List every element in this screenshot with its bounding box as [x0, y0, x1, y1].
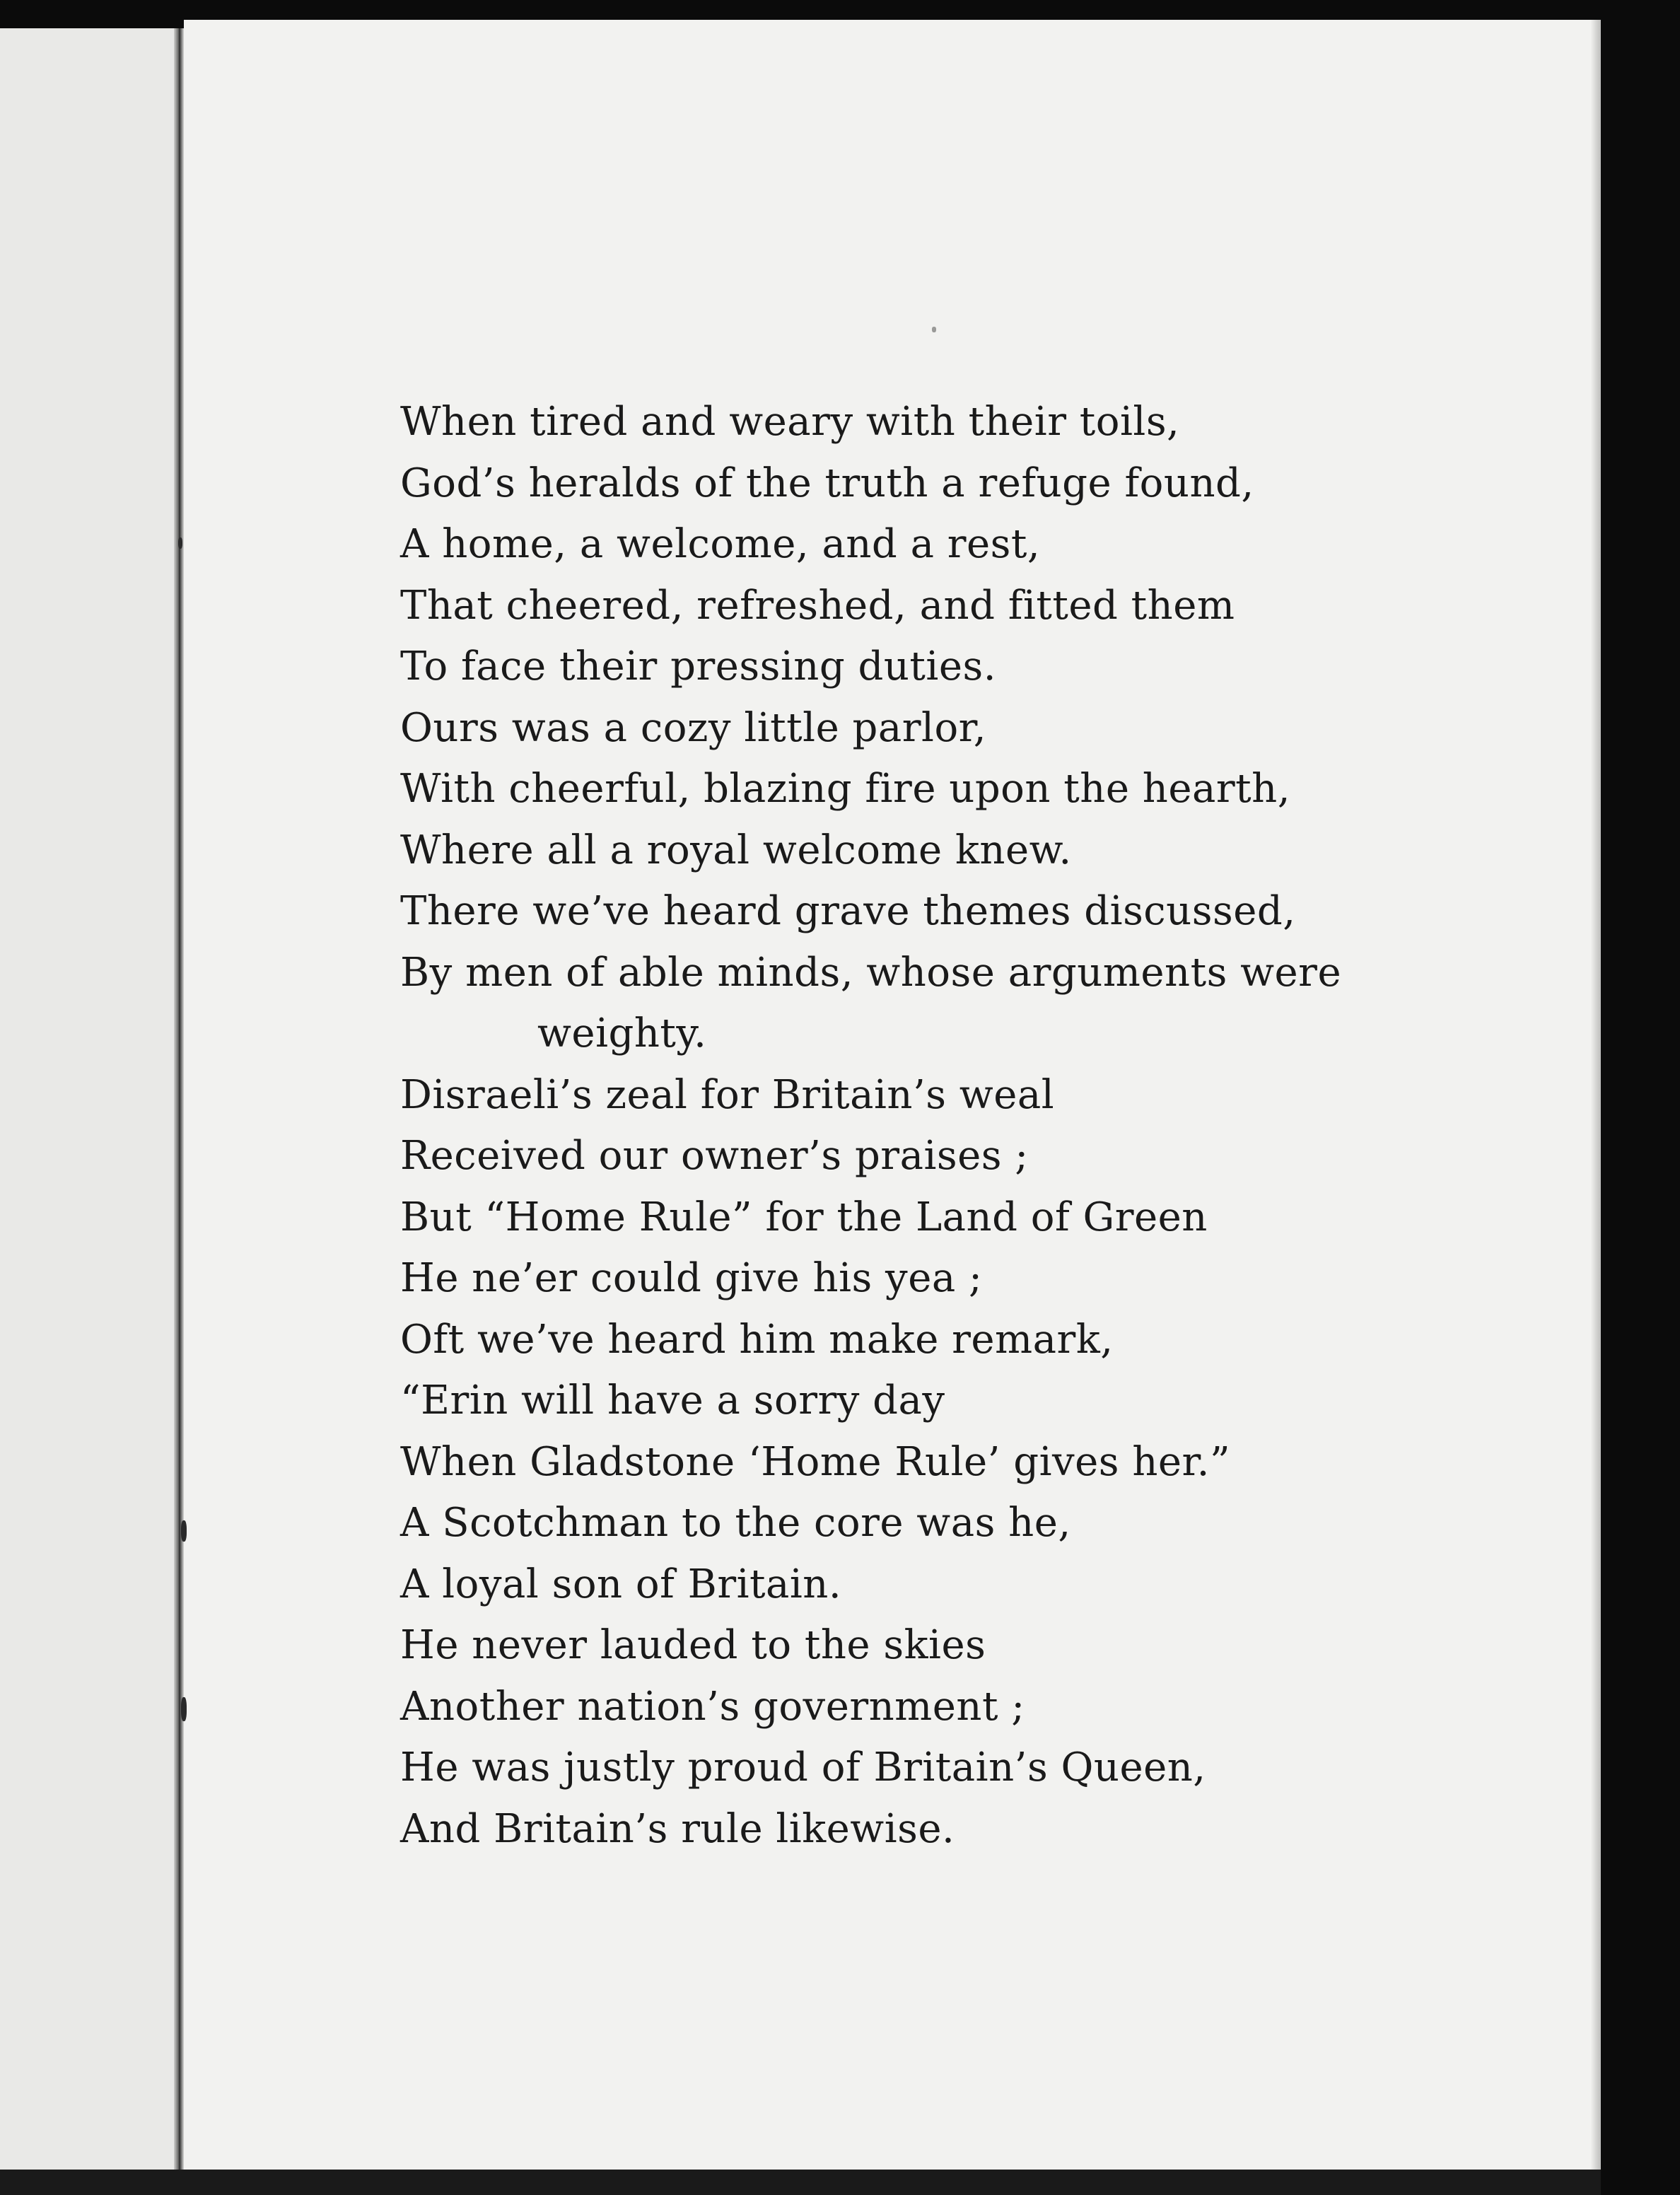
poem-line: But “Home Rule” for the Land of Green [400, 1194, 1208, 1240]
poem-line: That cheered, refreshed, and fitted them [400, 582, 1235, 629]
binding-mark [181, 1520, 187, 1542]
poem-line: Disraeli’s zeal for Britain’s weal [400, 1071, 1055, 1118]
poem-line: He ne’er could give his yea ; [400, 1255, 983, 1301]
poem-line: With cheerful, blazing fire upon the hearth, [400, 766, 1291, 812]
poem-line: To face their pressing duties. [400, 644, 996, 689]
poem-line-continuation: weighty. [537, 1011, 707, 1056]
poem-line: He was justly proud of Britain’s Queen, [400, 1745, 1206, 1791]
poem-line: A loyal son of Britain. [400, 1561, 842, 1607]
binding-mark [181, 1697, 187, 1721]
bottom-border [0, 2170, 1601, 2195]
poem-line: By men of able minds, whose arguments were [400, 949, 1342, 996]
poem-line: Oft we’ve heard him make remark, [400, 1316, 1114, 1363]
poem-line: Where all a royal welcome knew. [400, 827, 1072, 873]
poem-line: When Gladstone ‘Home Rule’ gives her.” [400, 1438, 1231, 1485]
poem-line: When tired and weary with their toils, [400, 399, 1180, 445]
poem-line: “Erin will have a sorry day [400, 1378, 945, 1423]
poem-line: And Britain’s rule likewise. [400, 1805, 955, 1852]
dust-speck [932, 327, 936, 332]
poem-line: He never lauded to the skies [400, 1622, 986, 1668]
poem-line: Ours was a cozy little parlor, [400, 704, 987, 751]
right-page-edge [1591, 20, 1601, 2170]
poem-line: A home, a welcome, and a rest, [400, 521, 1041, 567]
poem-line: A Scotchman to the core was he, [400, 1500, 1071, 1546]
book-gutter [174, 28, 184, 2195]
poem-text [400, 392, 1574, 1860]
binding-mark [178, 537, 182, 549]
poem-line: Another nation’s government ; [400, 1683, 1025, 1730]
poem-line: Received our owner’s praises ; [400, 1133, 1029, 1179]
poem-line: There we’ve heard grave themes discussed, [400, 888, 1296, 934]
left-page-edge [0, 28, 178, 2195]
poem-line: God’s heralds of the truth a refuge found, [400, 460, 1254, 506]
